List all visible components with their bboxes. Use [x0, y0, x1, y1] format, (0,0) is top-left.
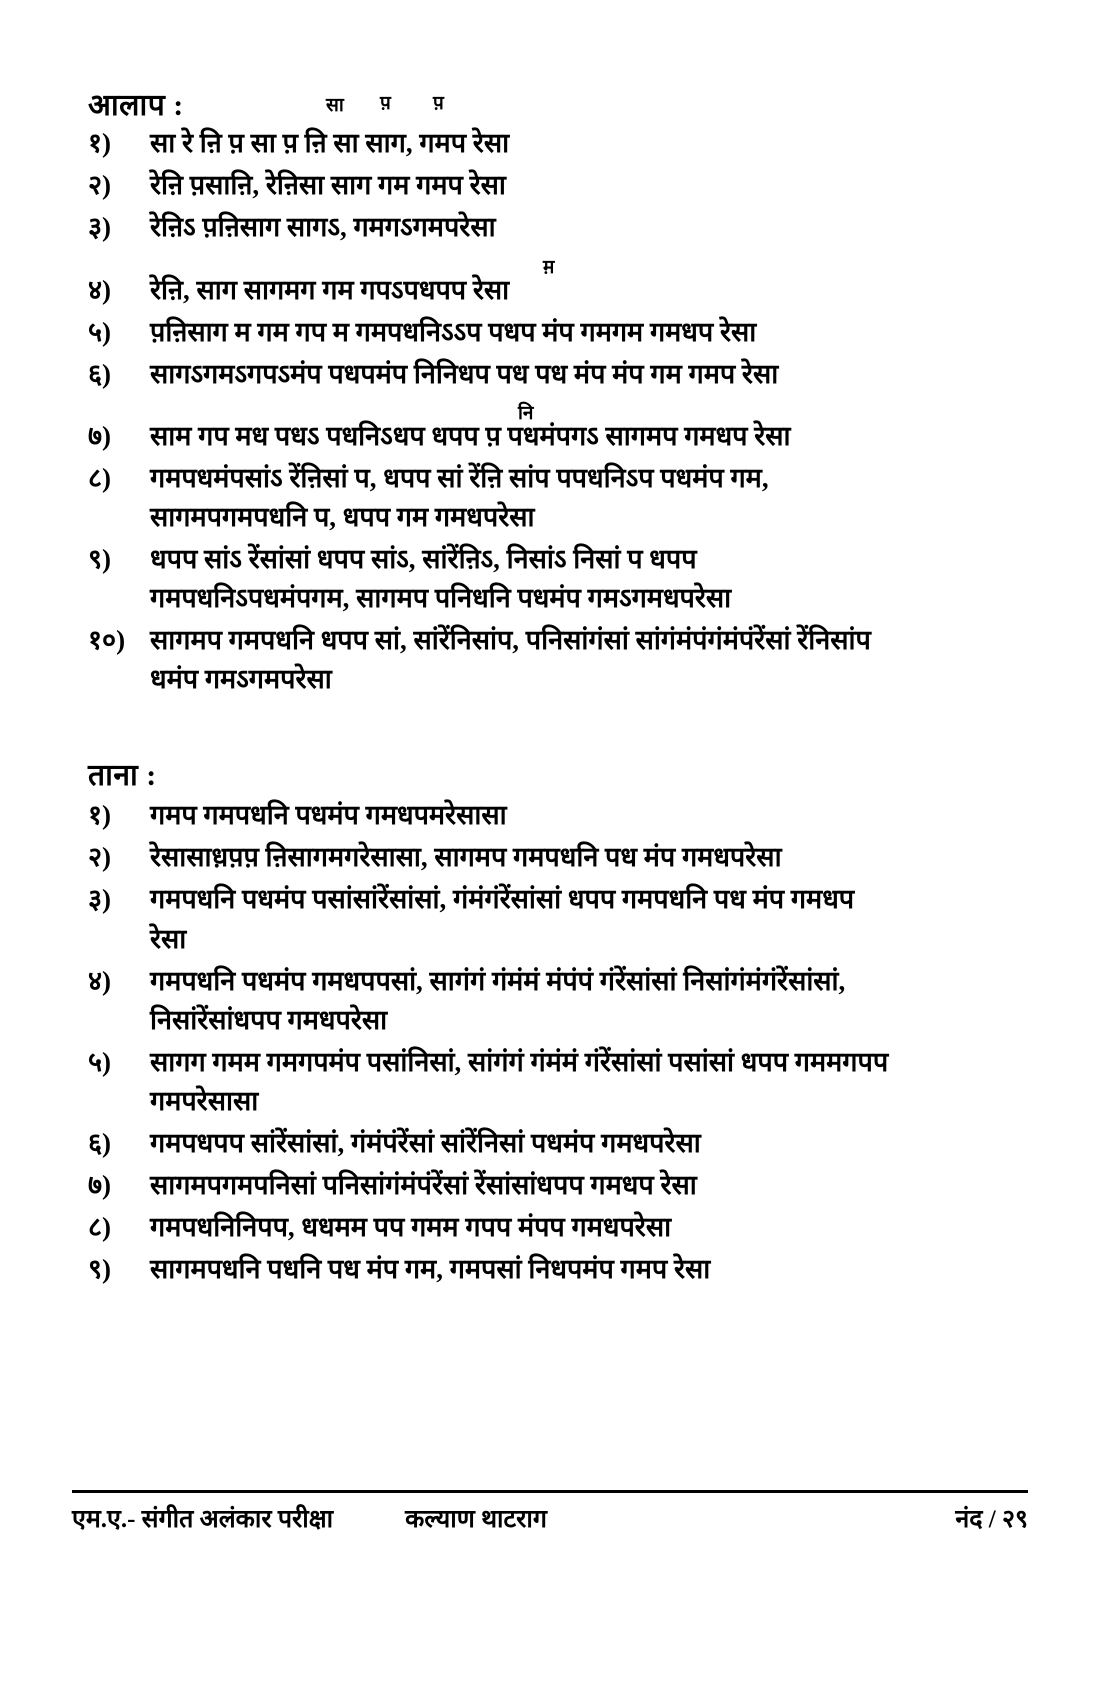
tana-item — [88, 1126, 1005, 1161]
item-text-line2: निसांरेंसांधपप गमधपरेसा — [150, 1004, 388, 1035]
item-text-line2: धमंप गमऽगमपरेसा — [150, 664, 332, 695]
tana-item — [88, 798, 1005, 833]
footer-page-number: नंद / २९ — [955, 1506, 1028, 1533]
item-text-line1: सा रे ऩि प़ सा प़ ऩि सा साग, गमप रेसा — [150, 128, 510, 158]
item-number: १०) — [88, 625, 126, 656]
alap-heading: आलाप : — [88, 89, 184, 122]
item-text-line1: सागमप गमपधनि धपप सां, सांरेंनिसांप, पनिसांगंसां सांगंमंपंगंमंपंरेंसां रेंनिसांप — [150, 625, 871, 656]
float-note-ma: म़ — [543, 257, 555, 279]
item-text-line2: सागमपगमपधनि प, धपप गम गमधपरेसा — [150, 501, 535, 532]
tana-item — [88, 840, 1005, 875]
alap-item — [88, 126, 1005, 161]
item-number: ४) — [88, 965, 112, 996]
item-text-line1: गमपधनि पधमंप गमधपपसां, सागंगं गंमंमं मंपंपं गंरेंसांसां निसांगंमंगंरेंसांसां, — [150, 965, 846, 996]
alap-item — [88, 461, 1005, 535]
section-spacer — [88, 704, 1005, 758]
tana-heading: ताना : — [88, 759, 157, 793]
item-number: ३) — [88, 884, 112, 915]
item-number: ५) — [88, 317, 112, 348]
tana-section — [88, 758, 1005, 1287]
alap-section — [88, 88, 1005, 697]
alap-item — [88, 623, 1005, 697]
float-note-pa-2: प़ — [433, 93, 444, 114]
item-text-line1: गमपधमंपसांऽ रेंऩिसां प, धपप सां रेंऩि सांप पपधनिऽप पधमंप गम, — [150, 462, 769, 493]
float-note-ni: नि — [518, 402, 534, 424]
tana-item — [88, 1210, 1005, 1245]
item-text-line1: रेऩि प़साऩि, रेऩिसा साग गम गमप रेसा — [150, 170, 506, 201]
item-number: ४) — [88, 275, 112, 306]
alap-item — [88, 542, 1005, 616]
alap-item — [88, 357, 1005, 392]
item-text-line1: धपप सांऽ रेंसांसां धपप सांऽ, सांरेंऩिऽ, निसांऽ निसां प धपप — [150, 543, 697, 574]
alap-item — [88, 315, 1005, 350]
item-text-line1: गमपधपप सांरेंसांसां, गंमंपंरेंसां सांरेंनिसां पधमंप गमधपरेसा — [150, 1127, 701, 1158]
item-number: ८) — [88, 462, 112, 493]
tana-item — [88, 1045, 1005, 1119]
page-footer — [72, 1490, 1028, 1535]
item-number: ९) — [88, 543, 112, 574]
item-text-line1: प़ऩिसाग म गम गप म गमपधनिऽऽप पधप मंप गमगम गमधप रेसा — [150, 317, 757, 348]
alap-item — [88, 419, 1005, 454]
tana-item — [88, 1168, 1005, 1203]
footer-divider — [72, 1490, 1028, 1493]
float-note-pa-1: प़ — [380, 93, 391, 114]
item-number: ७) — [88, 1170, 112, 1201]
item-text-line1: सागऽगमऽगपऽमंप पधपमंप निनिधप पध पध मंप मंप गम गमप रेसा — [150, 359, 779, 390]
item-number: २) — [88, 170, 112, 201]
float-note-sa: सा — [326, 95, 344, 116]
item-number: ५) — [88, 1046, 112, 1077]
item-number: ६) — [88, 1127, 112, 1158]
item-number: ९) — [88, 1254, 112, 1285]
footer-exam-name: एम.ए.- संगीत अलंकार परीक्षा — [72, 1506, 334, 1533]
item-text-line1: गमपधनिनिपप, धधमम पप गमम गपप मंपप गमधपरेसा — [150, 1212, 672, 1243]
item-number: १) — [88, 800, 112, 831]
item-number: ८) — [88, 1212, 112, 1243]
item-number: ३) — [88, 212, 112, 243]
item-text-line1: सागमपधनि पधनि पध मंप गम, गमपसां निधपमंप गमप रेसा — [150, 1254, 711, 1285]
tana-item — [88, 964, 1005, 1038]
item-text-line1: रेऩिऽ प़ऩिसाग सागऽ, गमगऽगमपरेसा — [150, 212, 496, 243]
item-text-line1: सागग गमम गमगपमंप पसांनिसां, सांगंगं गंमंमं गंरेंसांसां पसांसां धपप गममगपप — [150, 1046, 889, 1077]
tana-item — [88, 1252, 1005, 1287]
item-text-line1: गमप गमपधनि पधमंप गमधपमरेसासा — [150, 800, 507, 831]
footer-raag-name: कल्याण थाटराग — [405, 1506, 547, 1533]
item-text-line1: रेऩि, साग सागमग गम गपऽपधपप रेसा — [150, 275, 510, 306]
item-number: २) — [88, 842, 112, 873]
item-text-line2: गमपधनिऽपधमंपगम, सागमप पनिधनि पधमंप गमऽगमधपरेसा — [150, 582, 732, 613]
item-number: १) — [88, 128, 112, 158]
tana-item — [88, 882, 1005, 956]
item-text-line1: रेसासाध़प़प़ ऩिसागमगरेसासा, सागमप गमपधनि पध मंप गमधपरेसा — [150, 842, 782, 873]
alap-item — [88, 168, 1005, 203]
item-number: ६) — [88, 359, 112, 390]
item-text-line2: रेसा — [150, 923, 187, 954]
alap-item — [88, 273, 1005, 308]
item-text-line1: साम गप मध पधऽ पधनिऽधप धपप प़ पधमंपगऽ सागमप गमधप रेसा — [150, 420, 791, 451]
item-text-line1: सागमपगमपनिसां पनिसांगंमंपंरेंसां रेंसांसांधपप गमधप रेसा — [150, 1170, 697, 1201]
item-number: ७) — [88, 420, 112, 451]
item-text-line2: गमपरेसासा — [150, 1085, 259, 1116]
item-text-line1: गमपधनि पधमंप पसांसांरेंसांसां, गंमंगंरेंसांसां धपप गमपधनि पध मंप गमधप — [150, 884, 855, 915]
alap-item — [88, 210, 1005, 245]
